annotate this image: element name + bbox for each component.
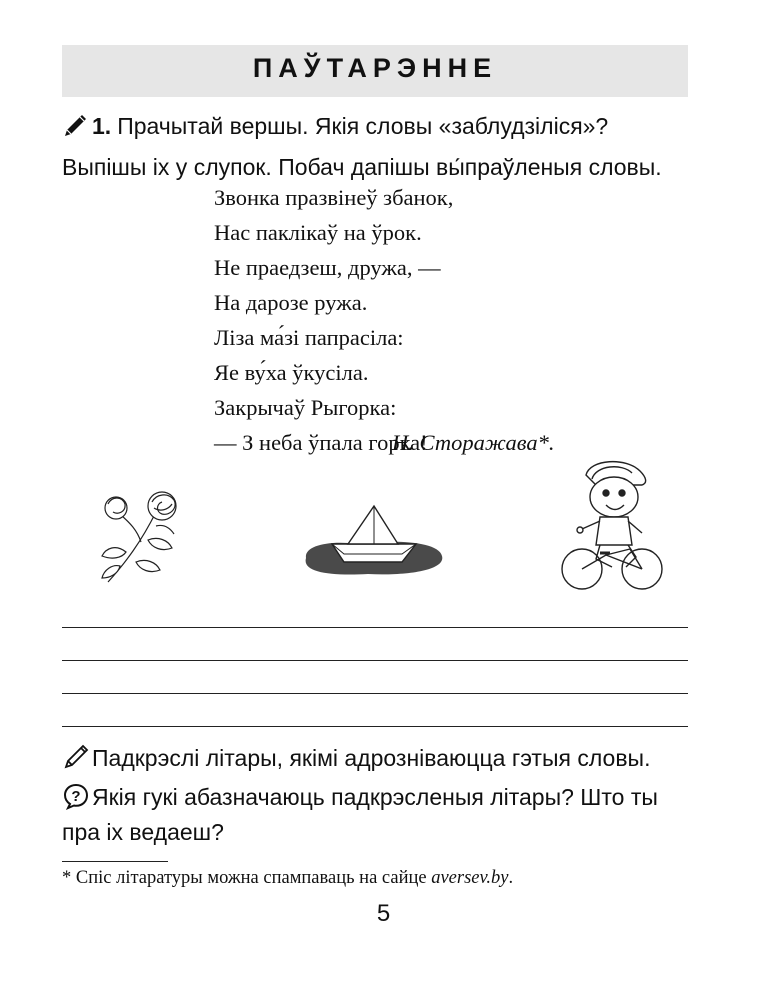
section-title: ПАЎТАРЭННЕ — [252, 53, 498, 83]
poem-line: Звонка празвінеў збанок, — [214, 185, 454, 210]
footnote-site-link[interactable]: aversev.by — [431, 868, 509, 888]
poem — [214, 180, 453, 460]
question-continued — [62, 814, 224, 850]
svg-text:?: ? — [71, 788, 81, 805]
answer-line[interactable] — [62, 726, 688, 727]
section-header — [62, 45, 688, 97]
poem-line: Не праедзеш, дружа, — — [214, 255, 441, 280]
pencil-icon — [62, 113, 88, 149]
task-1 — [62, 108, 694, 185]
poem-line: Яе ву́ха ўкусіла. — [214, 360, 369, 385]
task-number: 1. — [92, 113, 112, 139]
poem-line: Нас паклікаў на ўрок. — [214, 220, 422, 245]
boy-on-bicycle-illustration — [556, 455, 666, 605]
poem-line: На дарозе ружа. — [214, 290, 368, 315]
footnote-rule — [62, 861, 168, 862]
answer-line[interactable] — [62, 660, 688, 661]
underline-instruction — [62, 740, 650, 781]
rose-illustration — [96, 482, 192, 591]
poem-author: Н. Сторажава*. — [392, 430, 555, 455]
footnote-end: . — [508, 868, 514, 888]
paper-boat-illustration — [298, 500, 450, 585]
footnote — [62, 868, 513, 889]
task-text: Прачытай вершы. Якія словы «заблудзіліся»? Выпішы іх у слупок. Побач дапішы вы́праўленыя словы. — [62, 113, 662, 180]
question-text-line2: пра іх ведаеш? — [62, 819, 224, 845]
pencil-outline-icon — [62, 743, 90, 781]
poem-line: — З неба ўпала горка! — [214, 430, 428, 455]
underline-instruction-text: Падкрэслі літары, якімі адрозніваюцца гэтыя словы. — [92, 745, 651, 771]
answer-line[interactable] — [62, 693, 688, 694]
page-number: 5 — [376, 900, 391, 927]
footnote-text: * Спіс літаратуры можна спампаваць на сайце — [62, 868, 432, 888]
answer-line[interactable] — [62, 627, 688, 628]
poem-line: Закрычаў Рыгорка: — [214, 395, 397, 420]
question-text-line1: Якія гукі абазначаюць падкрэсленыя літары? Што ты — [92, 784, 658, 810]
poem-line: Ліза ма́зі папрасіла: — [214, 325, 404, 350]
